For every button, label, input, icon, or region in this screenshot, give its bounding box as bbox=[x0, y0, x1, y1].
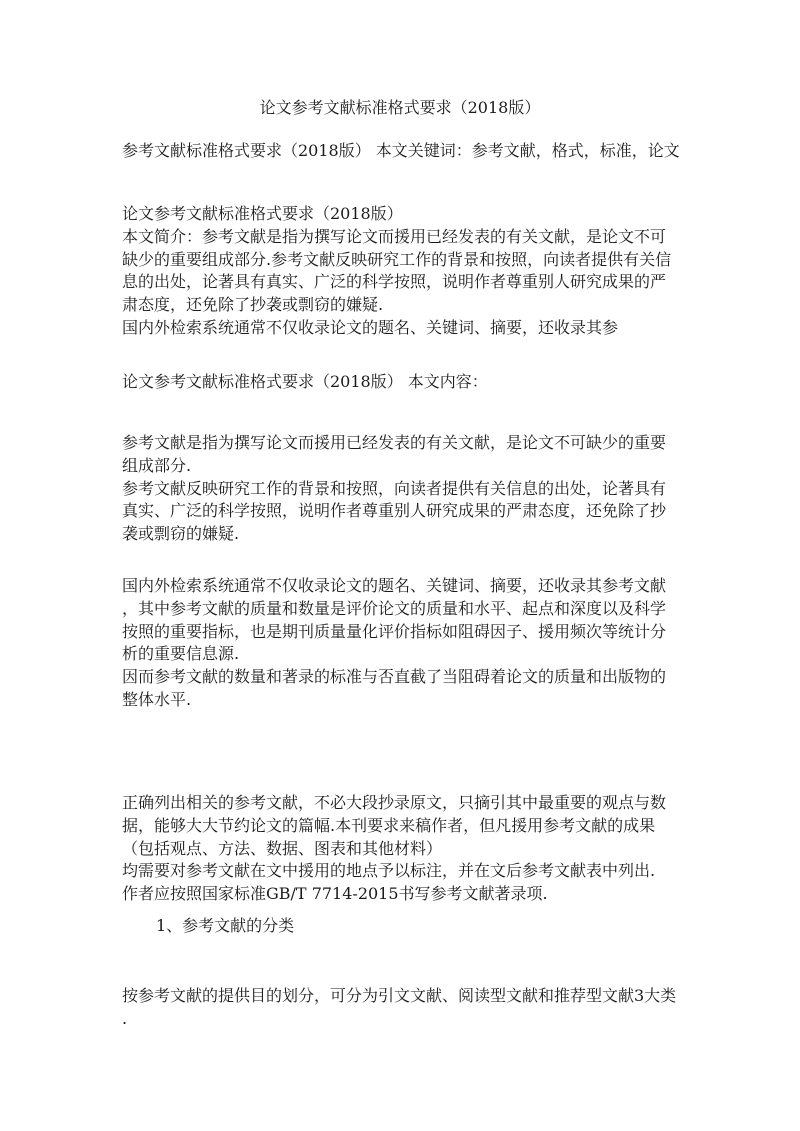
summary-block bbox=[122, 203, 692, 340]
summary-line: 肃态度，还免除了抄袭或剽窃的嫌疑. bbox=[122, 295, 384, 315]
content-heading-text: 论文参考文献标准格式要求（2018版） 本文内容： bbox=[122, 372, 488, 391]
paragraph-line: 参考文献是指为撰写论文而援用已经发表的有关文献，是论文不可缺少的重要 bbox=[122, 433, 667, 452]
paragraph-line: 袭或剽窃的嫌疑. bbox=[122, 524, 240, 544]
summary-line: 本文简介：参考文献是指为撰写论文而援用已经发表的有关文献，是论文不可 bbox=[122, 226, 667, 246]
summary-line: 缺少的重要组成部分.参考文献反映研究工作的背景和按照，向读者提供有关信 bbox=[122, 249, 672, 269]
paragraph-line: ，其中参考文献的质量和数量是评价论文的质量和水平、起点和深度以及科学 bbox=[122, 598, 667, 618]
summary-line: 国内外检索系统通常不仅收录论文的题名、关键词、摘要，还收录其参 bbox=[122, 317, 619, 337]
keywords-line bbox=[122, 140, 692, 163]
page-title: 论文参考文献标准格式要求（2018版） bbox=[259, 98, 541, 117]
paragraph-line: 国内外检索系统通常不仅收录论文的题名、关键词、摘要，还收录其参考文献 bbox=[122, 576, 667, 595]
paragraph-line: 均需要对参考文献在文中援用的地点予以标注，并在文后参考文献表中列出. bbox=[122, 861, 656, 881]
paragraph-3 bbox=[122, 792, 692, 906]
paragraph-line: 作者应按照国家标准GB/T 7714-2015书写参考文献著录项. bbox=[122, 884, 548, 904]
paragraph-line: 据，能够大大节约论文的篇幅.本刊要求来稿作者，但凡援用参考文献的成果 bbox=[122, 815, 656, 835]
paragraph-line: 整体水平. bbox=[122, 689, 192, 709]
paragraph-line: 真实、广泛的科学按照，说明作者尊重别人研究成果的严肃态度，还免除了抄 bbox=[122, 501, 667, 521]
summary-line: 息的出处，论著具有真实、广泛的科学按照，说明作者尊重别人研究成果的严 bbox=[122, 272, 667, 292]
paragraph-line: 因而参考文献的数量和著录的标准与否直截了当阻碍着论文的质量和出版物的 bbox=[122, 667, 667, 687]
paragraph-line: 析的重要信息源. bbox=[122, 644, 240, 664]
paragraph-1 bbox=[122, 432, 692, 546]
section-heading: 1、参考文献的分类 bbox=[156, 916, 295, 935]
content-heading bbox=[122, 371, 692, 394]
paragraph-line: 组成部分. bbox=[122, 455, 192, 475]
summary-line: 论文参考文献标准格式要求（2018版） bbox=[122, 204, 403, 223]
paragraph-line: . bbox=[122, 1008, 128, 1028]
keywords-text: 参考文献标准格式要求（2018版） 本文关键词：参考文献，格式，标准，论文 bbox=[122, 141, 680, 160]
paragraph-line: 按照的重要指标，也是期刊质量量化评价指标如阻碍因子、援用频次等统计分 bbox=[122, 621, 667, 641]
paragraph-line: （包括观点、方法、数据、图表和其他材料） bbox=[122, 838, 443, 858]
paragraph-2 bbox=[122, 575, 692, 712]
paragraph-line: 按参考文献的提供目的划分，可分为引文文献、阅读型文献和推荐型文献3大类 bbox=[122, 986, 677, 1005]
paragraph-line: 正确列出相关的参考文献，不必大段抄录原文，只摘引其中最重要的观点与数 bbox=[122, 793, 667, 812]
paragraph-line: 参考文献反映研究工作的背景和按照，向读者提供有关信息的出处，论著具有 bbox=[122, 478, 667, 498]
paragraph-4 bbox=[122, 985, 692, 1031]
